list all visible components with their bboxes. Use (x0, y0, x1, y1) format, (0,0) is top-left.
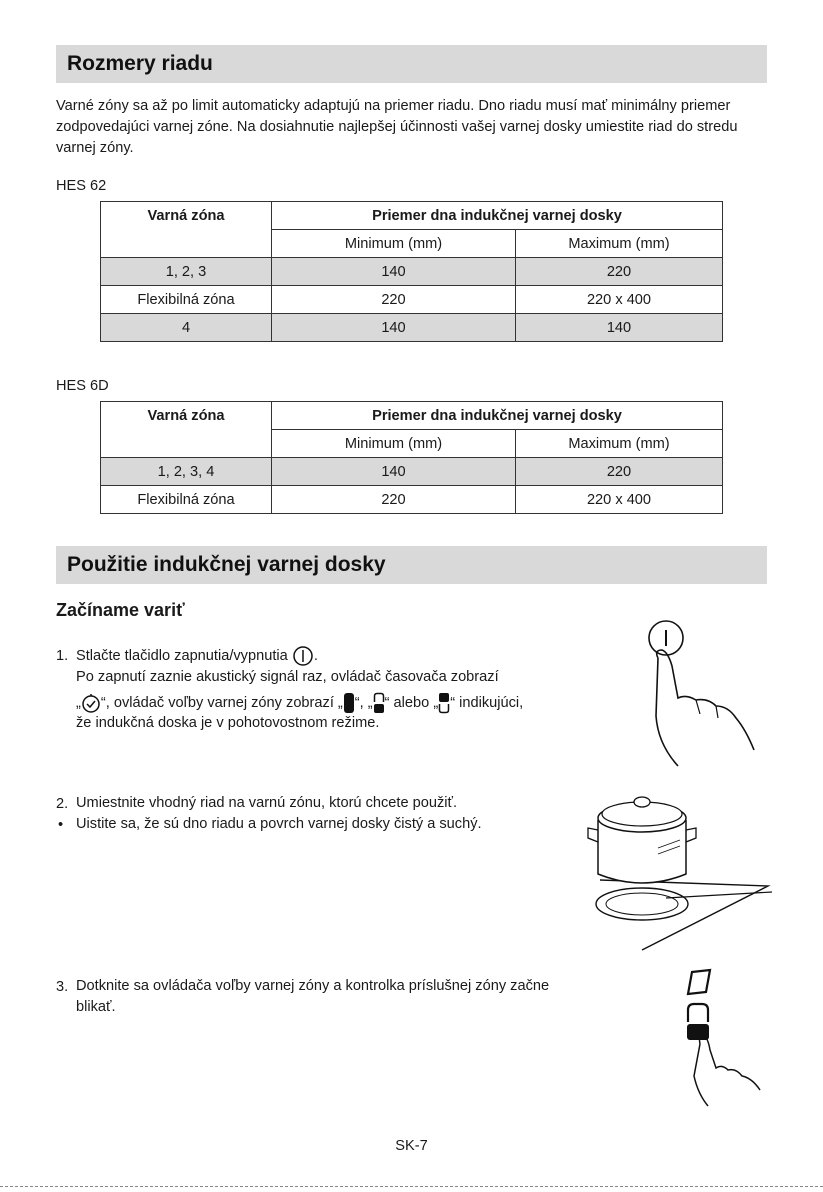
zone-select-illustration (670, 964, 770, 1110)
max-cell: 220 (516, 258, 723, 286)
step-1-text-d: “ indikujúci, (450, 694, 524, 711)
step-number-1: 1. (56, 648, 69, 664)
step-1-text-b: “, „ (354, 694, 373, 711)
table-row (101, 486, 723, 514)
min-header: Minimum (mm) (272, 230, 516, 258)
step-1-period: . (313, 647, 318, 664)
subheading-start-cooking: Začíname variť (56, 600, 185, 620)
zone-cell: Flexibilná zóna (101, 286, 272, 314)
zone-cell: 1, 2, 3, 4 (101, 458, 272, 486)
zone-header-spacer (101, 230, 272, 258)
max-cell: 220 x 400 (516, 286, 723, 314)
min-header: Minimum (mm) (272, 430, 516, 458)
max-cell: 140 (516, 314, 723, 342)
step-1-text: Stlačte tlačidlo zapnutia/vypnutia (76, 647, 288, 664)
zone-display-lower-icon (373, 692, 385, 714)
max-cell: 220 (516, 458, 723, 486)
min-cell: 140 (272, 458, 516, 486)
min-cell: 220 (272, 286, 516, 314)
table-row (101, 458, 723, 486)
zone-cell: 1, 2, 3 (101, 258, 272, 286)
size-table-hes62 (100, 201, 723, 342)
zone-header: Varná zóna (101, 402, 272, 430)
intro-paragraph: Varné zóny sa až po limit automaticky adaptujú na priemer riadu. Dno riadu musí mať minimálny priemer zodpovedajúci varnej zóne. Na dosiahnutie najlepšej účinnosti vašej varnej dosky umiestite riad do stredu varnej zóny. (56, 98, 738, 156)
step-1-line-3 (76, 692, 523, 714)
model-label-hes6d: HES 6D (56, 378, 109, 394)
step-1-line-2: Po zapnutí zaznie akustický signál raz, ovládač časovača zobrazí (76, 669, 499, 685)
zone-display-upper-icon (438, 692, 450, 714)
pot-on-hob-illustration (580, 778, 780, 956)
section-title-cookware-size: Rozmery riadu (56, 45, 767, 83)
table-row (101, 286, 723, 314)
zone-header-spacer (101, 430, 272, 458)
max-cell: 220 x 400 (516, 486, 723, 514)
min-cell: 140 (272, 314, 516, 342)
timer-icon (81, 693, 101, 713)
size-table-hes6d (100, 401, 723, 514)
table-row (101, 258, 723, 286)
max-header: Maximum (mm) (516, 230, 723, 258)
min-cell: 220 (272, 486, 516, 514)
step-1-text-a: “, ovládač voľby varnej zóny zobrazí „ (100, 694, 343, 711)
zone-header: Varná zóna (101, 202, 272, 230)
step-3-line-2: blikať. (76, 999, 116, 1015)
page-number: SK-7 (395, 1138, 428, 1154)
step-number-3: 3. (56, 979, 69, 995)
step-1-line-4: že indukčná doska je v pohotovostnom režime. (76, 715, 380, 731)
min-cell: 140 (272, 258, 516, 286)
table-row (101, 314, 723, 342)
zone-cell: Flexibilná zóna (101, 486, 272, 514)
step-2-text: Umiestnite vhodný riad na varnú zónu, ktorú chcete použiť. (76, 795, 458, 811)
zone-cell: 4 (101, 314, 272, 342)
model-label-hes62: HES 62 (56, 178, 107, 194)
bullet: • (58, 817, 64, 833)
step-1-line-1 (76, 645, 318, 667)
finger-power-illustration (628, 614, 788, 784)
step-2-bullet-text: Uistite sa, že sú dno riadu a povrch varnej dosky čistý a suchý. (76, 816, 482, 832)
zone-display-full-icon (343, 692, 355, 714)
step-number-2: 2. (56, 796, 69, 812)
step-1-text-c: “ alebo „ (384, 694, 439, 711)
quote-open: „ (76, 694, 81, 711)
diameter-header: Priemer dna indukčnej varnej dosky (272, 202, 723, 230)
bottom-divider (0, 1186, 823, 1187)
max-header: Maximum (mm) (516, 430, 723, 458)
diameter-header: Priemer dna indukčnej varnej dosky (272, 402, 723, 430)
power-icon (292, 645, 314, 667)
section-title-using-hob: Použitie indukčnej varnej dosky (56, 546, 767, 584)
step-3-line-1: Dotknite sa ovládača voľby varnej zóny a kontrolka príslušnej zóny začne (76, 978, 550, 994)
